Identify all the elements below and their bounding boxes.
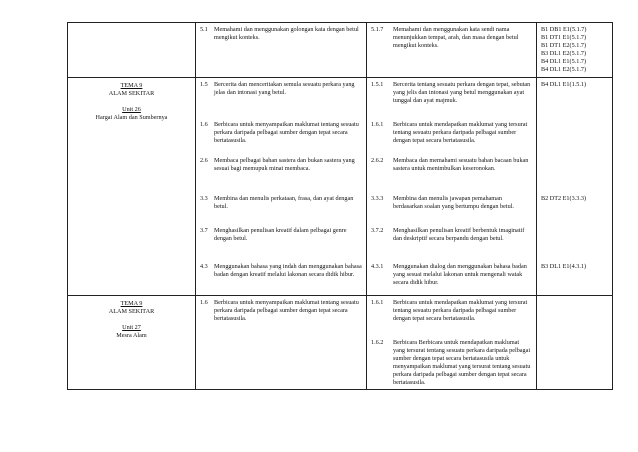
sk-text: Menggunakan bahasa yang indah dan menggunakan bahasa badan dengan kreatif melalui lakonan secara didik hibur.	[214, 262, 362, 278]
sp-block	[371, 263, 532, 293]
sk-item	[200, 81, 362, 97]
unit-name: Hargai Alam dan Sumbernya	[95, 113, 168, 121]
sb-code: B3 DL1 E1(4.3.1)	[541, 262, 587, 270]
tema-title: TEMA 9	[120, 81, 143, 89]
sp-text: Berbicara Berbicara untuk mendapatkan maklumat yang tersurat tentang sesuatu perkara daripada pelbagai sumber dengan tepat secara bertatasusila untuk menyampaikan maklumat yang tersurat tentang sesuatu perkara daripada pelbagai sumber dengan tepat secara bertatasusila.	[393, 338, 531, 387]
standard-kandungan-cell	[196, 77, 367, 295]
sk-text: Membina dan menulis perkataan, frasa, dan ayat dengan betul.	[214, 194, 354, 210]
sk-text: Membaca pelbagai bahan sastera dan bukan sastera yang sesuai bagi memupuk minat membaca.	[214, 156, 355, 172]
standard-pembelajaran-cell	[367, 77, 537, 295]
sb-code: B1 DB1 E1(5.1.7)	[541, 26, 587, 33]
sb-block	[541, 157, 608, 195]
sk-text: Berbicara untuk menyampaikan maklumat tentang sesuatu perkara daripada pelbagai sumber dengan tepat secara bertatasusila.	[214, 120, 359, 144]
sp-number: 1.6.2	[371, 338, 384, 346]
sp-item	[371, 263, 532, 287]
sp-number: 5.1.7	[371, 26, 384, 33]
sp-text: Berbicara untuk mendapatkan maklumat yang tersurat tentang sesuatu perkara daripada pelbagai sumber dengan tepat secara bertatasusila.	[393, 120, 528, 144]
standard-prestasi-cell	[537, 295, 613, 390]
sk-number: 1.5	[200, 80, 208, 88]
sk-item	[200, 263, 362, 279]
sk-item	[200, 26, 362, 42]
unit-title: Unit 26	[122, 105, 141, 113]
tema-name: ALAM SEKITAR	[108, 307, 155, 315]
unit-title: Unit 27	[122, 323, 141, 331]
standard-kandungan-cell	[196, 23, 367, 78]
sp-item	[371, 26, 532, 50]
sb-block	[541, 227, 608, 263]
sk-block	[200, 263, 362, 293]
sb-block	[541, 263, 608, 293]
sp-text: Membina dan menulis jawapan pemahaman berdasarkan soalan yang bertumpu dengan betul.	[393, 194, 514, 210]
sp-block	[371, 195, 532, 227]
sk-number: 3.3	[200, 194, 208, 202]
sk-block	[200, 157, 362, 195]
sp-number: 4.3.1	[371, 262, 384, 270]
table-row	[68, 77, 613, 295]
sp-item	[371, 195, 532, 211]
sp-text: Menghasilkan penulisan kreatif berbentuk imaginatif dan deskriptif secara berpandu dengan betul.	[393, 226, 525, 242]
tema-cell	[68, 77, 196, 295]
sb-block	[541, 195, 608, 227]
sb-code: B2 DT2 E1(3.3.3)	[541, 194, 587, 202]
sb-code: B1 DT1 E2(5.1.7)	[541, 42, 587, 50]
sp-number: 1.5.1	[371, 80, 384, 88]
sk-number: 1.6	[200, 120, 208, 128]
sp-number: 3.7.2	[371, 226, 384, 234]
sp-block	[371, 227, 532, 263]
sk-text: Memahami dan menggunakan golongan kata dengan betul mengikut konteks.	[214, 26, 359, 42]
sp-text: Berbicara untuk mendapatkan maklumat yang tersurat tentang sesuatu perkara daripada pelbagai sumber dengan tepat secara bertatasusila.	[393, 298, 528, 322]
sp-number: 2.6.2	[371, 156, 384, 164]
sp-number: 1.6.1	[371, 298, 384, 306]
standard-pembelajaran-cell	[367, 295, 537, 390]
standard-pembelajaran-cell	[367, 23, 537, 78]
sk-item	[200, 195, 362, 211]
sp-item	[371, 157, 532, 173]
tema-cell	[68, 23, 196, 78]
lesson-plan-table	[67, 22, 613, 390]
sk-number: 2.6	[200, 156, 208, 164]
sb-block	[541, 121, 608, 157]
sk-item	[200, 299, 362, 323]
sb-code: B4 DL1 E2(5.1.7)	[541, 66, 587, 74]
sk-number: 3.7	[200, 226, 208, 234]
sp-item	[371, 81, 532, 105]
sp-item	[371, 227, 532, 243]
sp-block	[371, 299, 532, 339]
sb-code: B4 DL1 E1(1.5.1)	[541, 80, 587, 88]
sp-block	[371, 81, 532, 121]
sb-code: B4 DL1 E1(5.1.7)	[541, 58, 587, 66]
unit-name: Mesra Alam	[116, 331, 147, 339]
sp-item	[371, 299, 532, 323]
tema-name: ALAM SEKITAR	[108, 89, 155, 97]
sk-item	[200, 157, 362, 173]
standard-kandungan-cell	[196, 295, 367, 390]
sp-text: Menggunakan dialog dan menggunakan bahasa badan yang sesuai melalui lakonan untuk mengenali watak secara didik hibur.	[393, 262, 527, 286]
sk-text: Menghasilkan penulisan kreatif dalam pelbagai genre dengan betul.	[214, 226, 347, 242]
sp-text: Membaca dan memahami sesuatu bahan bacaan bukan sastera untuk menimbulkan keseronokan.	[393, 156, 529, 172]
table-row	[68, 295, 613, 390]
sk-block	[200, 121, 362, 157]
sp-text: Memahami dan menggunakan kata sendi nama menunjukkan tempat, arah, dan masa dengan betul mengikut konteks.	[393, 26, 519, 50]
standard-prestasi-cell	[537, 23, 613, 78]
tema-title: TEMA 9	[120, 299, 143, 307]
sp-item	[371, 339, 532, 388]
sk-text: Berbicara untuk menyampaikan maklumat tentang sesuatu perkara daripada pelbagai sumber dengan tepat secara bertatasusila.	[214, 298, 359, 322]
sk-block	[200, 195, 362, 227]
sp-block	[371, 157, 532, 195]
sk-block	[200, 81, 362, 121]
sp-item	[371, 121, 532, 145]
sk-item	[200, 227, 362, 243]
sp-number: 1.6.1	[371, 120, 384, 128]
sk-number: 1.6	[200, 298, 208, 306]
sp-block	[371, 121, 532, 157]
sk-text: Bercerita dan menceritakan semula sesuatu perkara yang jelas dan intonasi yang betul.	[214, 80, 355, 96]
sk-number: 4.3	[200, 262, 208, 270]
sk-number: 5.1	[200, 26, 208, 33]
sb-code: B1 DT1 E1(5.1.7)	[541, 34, 587, 42]
sb-code: B3 DL1 E2(5.1.7)	[541, 50, 587, 58]
standard-prestasi-cell	[537, 77, 613, 295]
sp-number: 3.3.3	[371, 194, 384, 202]
sp-text: Bercerita tentang sesuatu perkara dengan tepat, sebutan yang jelis dan intonasi yang betul menggunakan ayat tunggal dan ayat majmuk.	[393, 80, 531, 104]
sk-block	[200, 227, 362, 263]
sb-block	[541, 81, 608, 121]
tema-cell	[68, 295, 196, 390]
sk-item	[200, 121, 362, 145]
table-row	[68, 23, 613, 78]
